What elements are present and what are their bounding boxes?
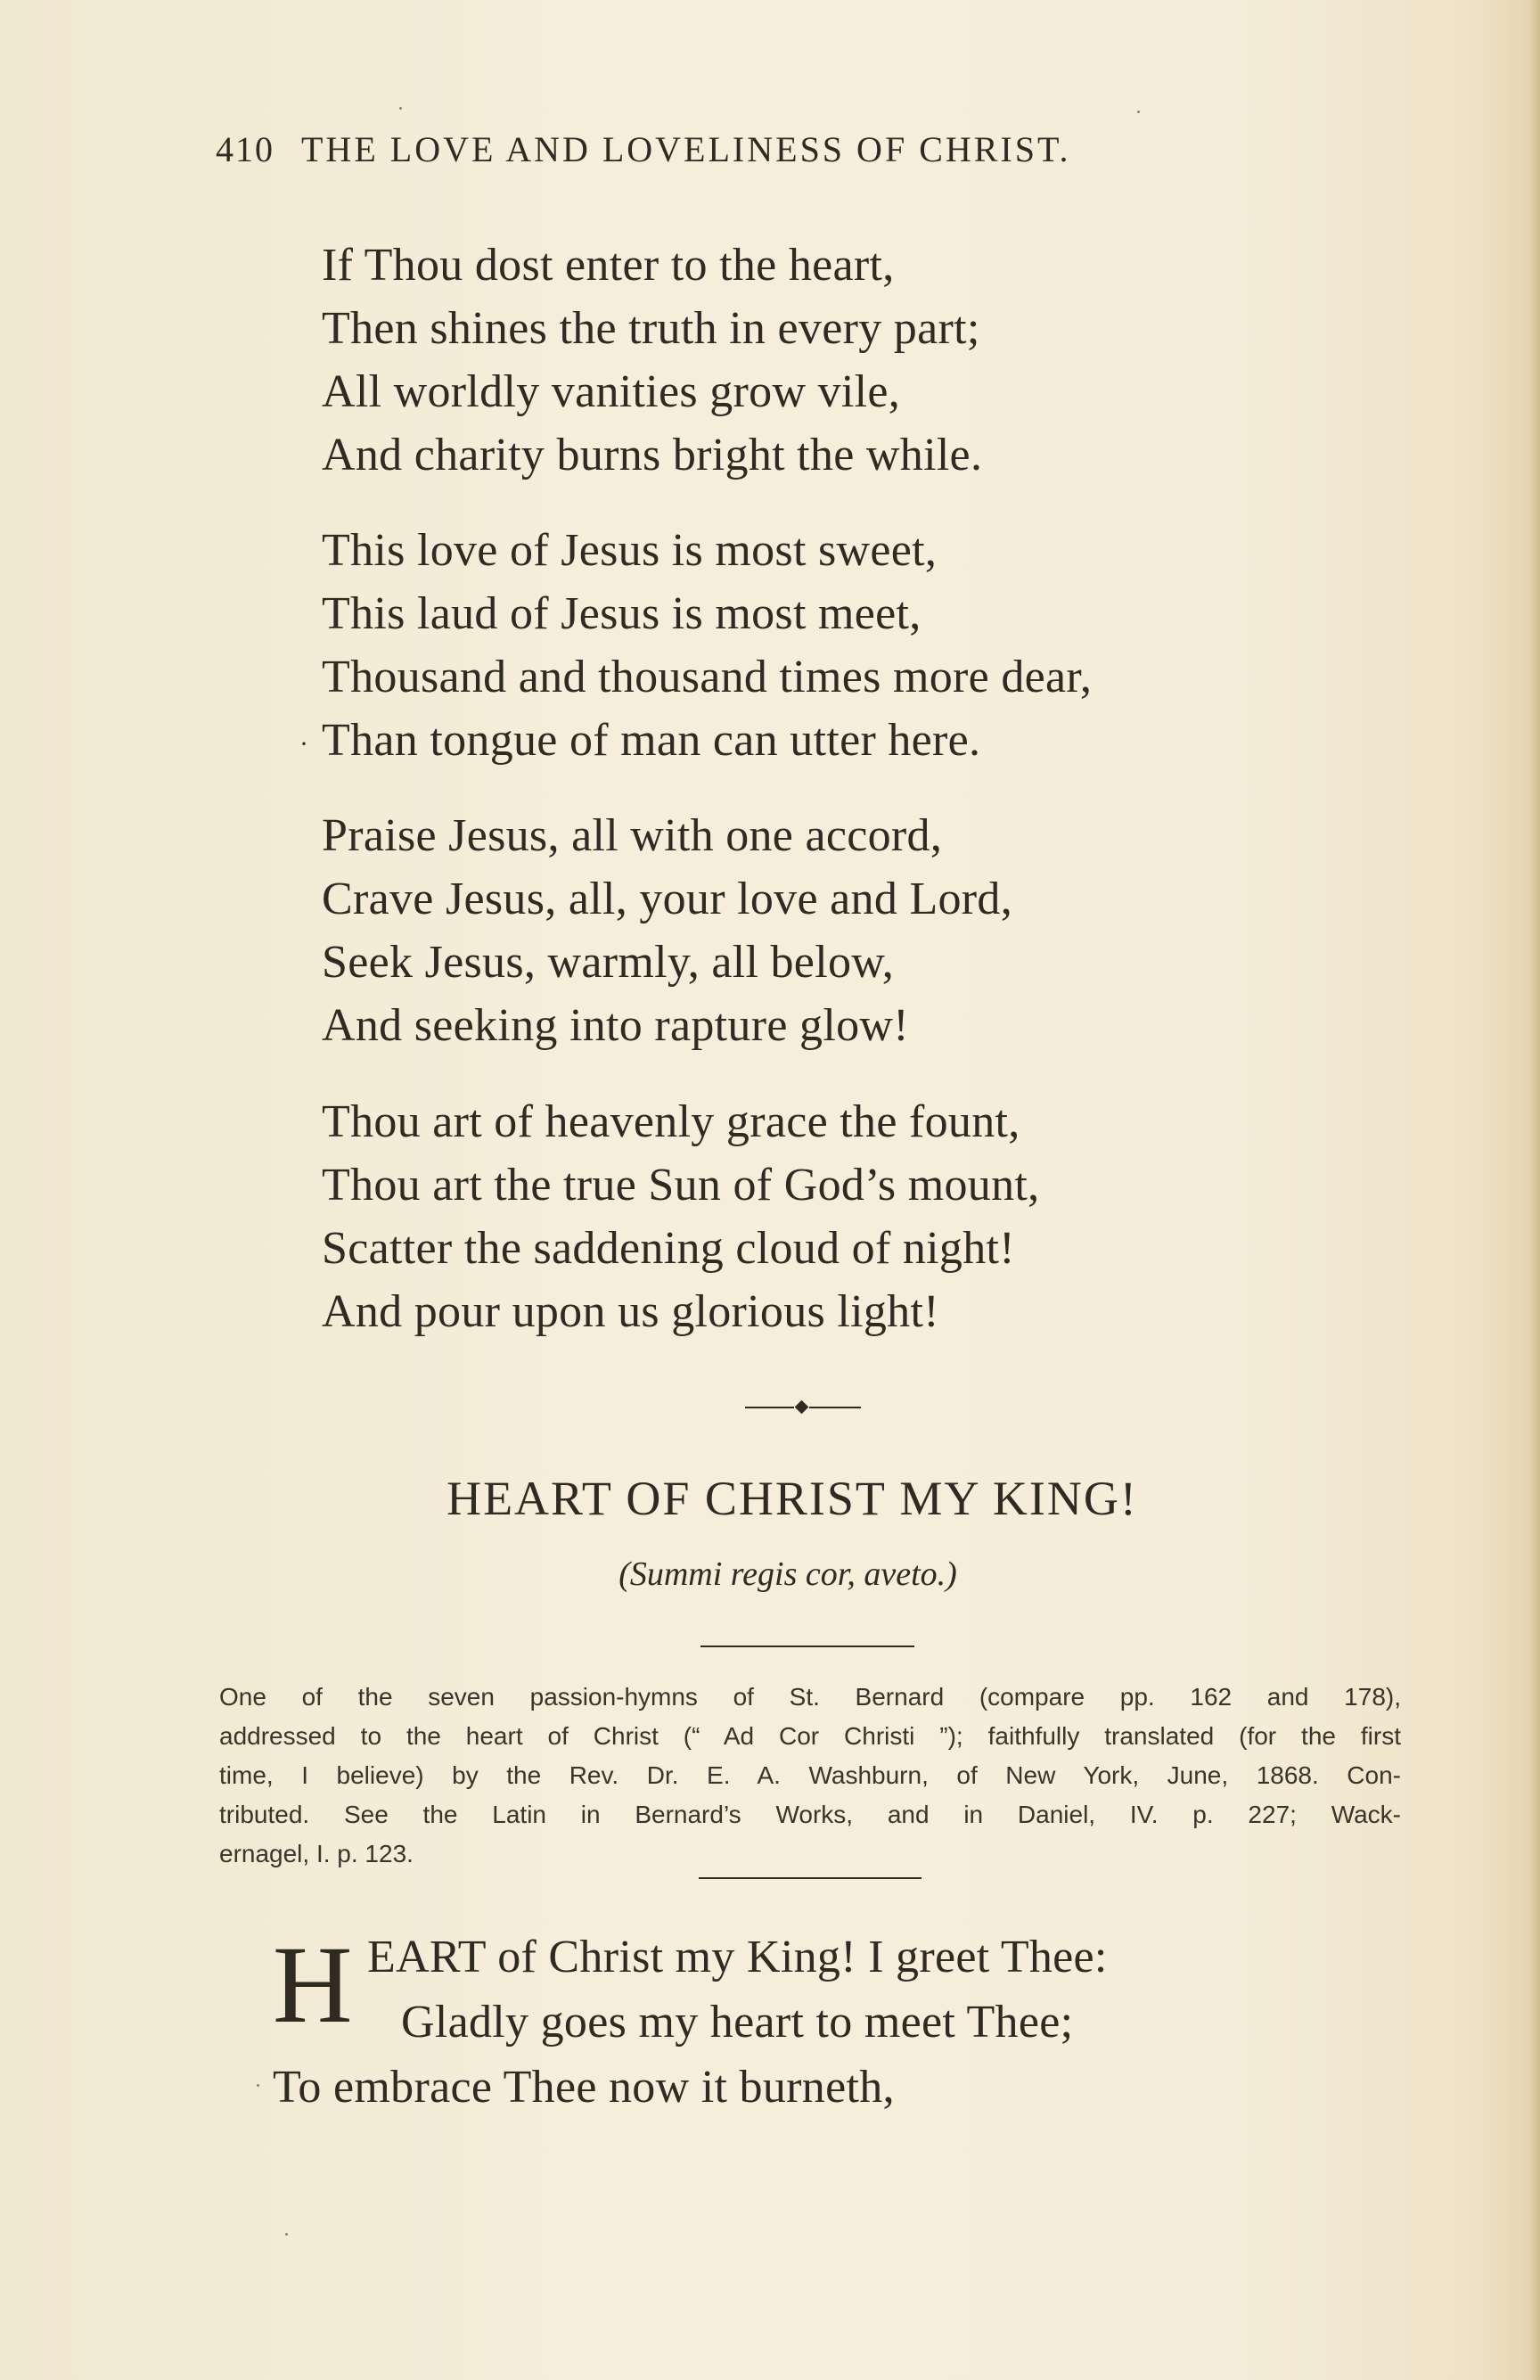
verse-line: Thousand and thousand times more dear, [322, 652, 1093, 702]
editorial-note [219, 1678, 1401, 1874]
note-line: tributed. See the Latin in Bernard’s Works, and in Daniel, IV. p. 227; Wack- [219, 1801, 1401, 1828]
hymn-title: HEART OF CHRIST MY KING! [446, 1472, 1138, 1525]
running-title: THE LOVE AND LOVELINESS OF CHRIST. [301, 129, 1071, 169]
verse-line: And pour upon us glorious light! [322, 1286, 939, 1337]
stanza-1 [322, 234, 982, 487]
rule-above-note [700, 1645, 914, 1647]
hymn-line-3: To embrace Thee now it burneth, [273, 2062, 895, 2113]
verse-line: Scatter the saddening cloud of night! [322, 1223, 1015, 1274]
verse-line: Praise Jesus, all with one accord, [322, 810, 943, 861]
note-line: ernagel, I. p. 123. [219, 1840, 414, 1867]
rule-below-note [699, 1877, 922, 1879]
note-line: time, I believe) by the Rev. Dr. E. A. Washburn, of New York, June, 1868. Con- [219, 1761, 1401, 1789]
hymn-line-1: EART of Christ my King! I greet Thee: [367, 1932, 1108, 1982]
verse-line: If Thou dost enter to the heart, [322, 240, 895, 291]
verse-line: Crave Jesus, all, your love and Lord, [322, 874, 1013, 924]
ornament-line-right [809, 1407, 861, 1408]
paper-speck [257, 2084, 259, 2087]
paper-speck [285, 2233, 288, 2236]
running-header [216, 128, 1070, 170]
ornament-diamond-icon [795, 1400, 809, 1415]
section-ornament [745, 1401, 861, 1414]
verse-line: Seek Jesus, warmly, all below, [322, 937, 895, 988]
verse-line: And charity burns bright the while. [322, 430, 983, 480]
verse-line: And seeking into rapture glow! [322, 1000, 909, 1051]
stanza-2 [322, 519, 1092, 772]
paper-speck [1137, 111, 1140, 113]
paper-speck [399, 107, 402, 110]
verse-line: Thou art the true Sun of God’s mount, [322, 1160, 1040, 1211]
note-line: addressed to the heart of Christ (“ Ad Cor Christi ”); faithfully translated (for the first [219, 1722, 1401, 1750]
ornament-line-left [745, 1407, 794, 1408]
verse-line: Thou art of heavenly grace the fount, [322, 1096, 1020, 1147]
page-number: 410 [216, 129, 274, 169]
verse-line: Than tongue of man can utter here. [322, 715, 981, 766]
hymn-line-2: Gladly goes my heart to meet Thee; [401, 1997, 1074, 2048]
verse-line: This laud of Jesus is most meet, [322, 588, 922, 639]
verse-line: All worldly vanities grow vile, [322, 366, 901, 417]
verse-line: Then shines the truth in every part; [322, 303, 980, 354]
drop-cap: H [273, 1924, 353, 2046]
stray-mark: · [299, 729, 308, 759]
hymn-latin-subtitle: (Summi regis cor, aveto.) [618, 1555, 957, 1593]
stanza-4 [322, 1090, 1039, 1343]
note-line: One of the seven passion-hymns of St. Bernard (compare pp. 162 and 178), [219, 1683, 1401, 1711]
verse-line: This love of Jesus is most sweet, [322, 525, 938, 576]
page-edge-shadow [1528, 0, 1540, 2380]
stanza-3 [322, 804, 1012, 1057]
